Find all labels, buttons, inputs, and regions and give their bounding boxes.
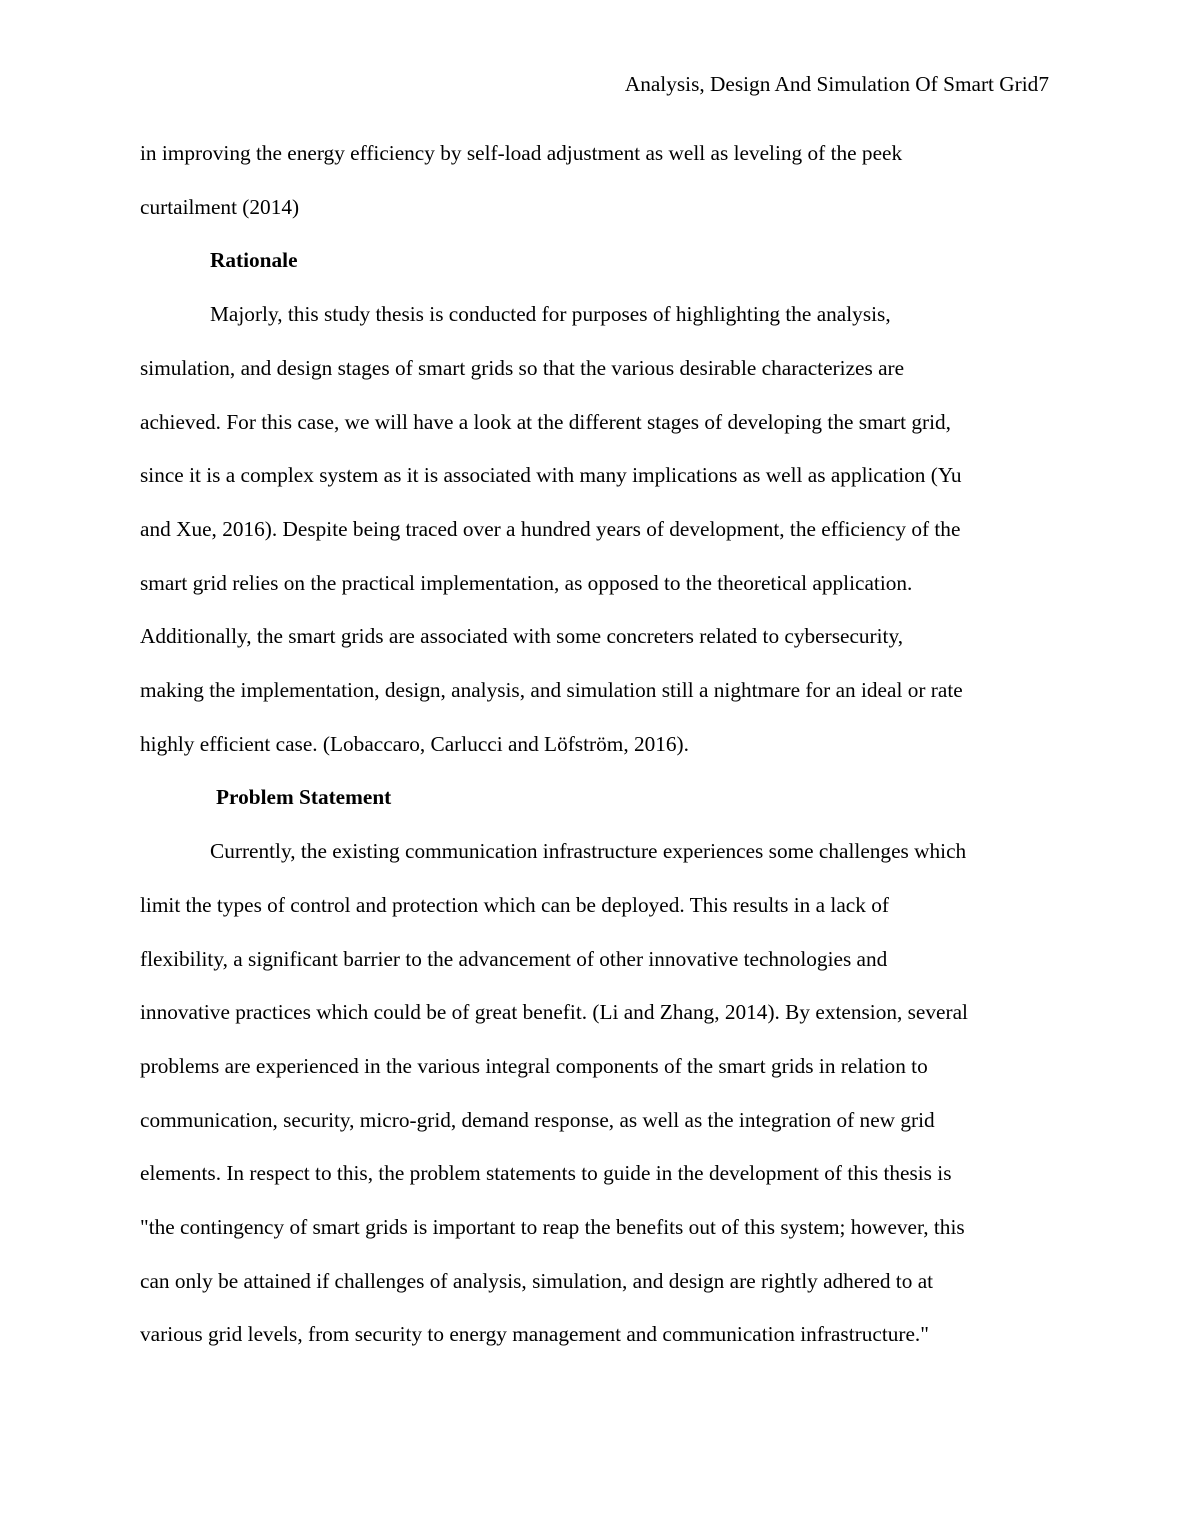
text-line: since it is a complex system as it is associated with many implications as well as application (Yu (140, 463, 962, 488)
rationale-heading: Rationale (210, 248, 298, 273)
text-line: various grid levels, from security to energy management and communication infrastructure." (140, 1322, 929, 1347)
text-line: "the contingency of smart grids is important to reap the benefits out of this system; however, this (140, 1215, 965, 1240)
rationale-paragraph (140, 288, 1055, 771)
text-line: Majorly, this study thesis is conducted for purposes of highlighting the analysis, (210, 302, 891, 327)
running-head (625, 70, 1049, 98)
problem-statement-heading: Problem Statement (216, 785, 392, 810)
body-text (140, 127, 1055, 1362)
problem-statement-paragraph (140, 825, 1055, 1362)
running-title: Analysis, Design And Simulation Of Smart Grid (624, 72, 1039, 96)
text-line: Additionally, the smart grids are associated with some concreters related to cybersecurity, (140, 624, 904, 649)
text-line: problems are experienced in the various integral components of the smart grids in relation to (140, 1053, 928, 1078)
text-line: simulation, and design stages of smart grids so that the various desirable characterizes are (140, 355, 905, 380)
text-line: smart grid relies on the practical implementation, as opposed to the theoretical application. (140, 570, 913, 595)
text-line: in improving the energy efficiency by self-load adjustment as well as leveling of the peek (140, 141, 903, 165)
text-line: innovative practices which could be of great benefit. (Li and Zhang, 2014). By extension, several (140, 1000, 968, 1025)
text-line: communication, security, micro-grid, demand response, as well as the integration of new grid (140, 1107, 935, 1132)
text-line: making the implementation, design, analysis, and simulation still a nightmare for an ideal or rate (140, 678, 963, 703)
text-line: achieved. For this case, we will have a look at the different stages of developing the smart grid, (140, 409, 952, 434)
text-line: and Xue, 2016). Despite being traced over a hundred years of development, the efficiency of the (140, 516, 961, 541)
page-number: 7 (1038, 72, 1049, 96)
text-line: limit the types of control and protection which can be deployed. This results in a lack of (140, 892, 889, 917)
text-line: elements. In respect to this, the problem statements to guide in the development of this thesis is (140, 1161, 952, 1186)
intro-continuation-paragraph (140, 127, 1055, 234)
text-line: can only be attained if challenges of analysis, simulation, and design are rightly adhered to at (140, 1268, 934, 1293)
text-line: flexibility, a significant barrier to the advancement of other innovative technologies and (140, 946, 888, 971)
text-line: highly efficient case. (Lobaccaro, Carlucci and Löfström, 2016). (140, 731, 689, 756)
text-line: Currently, the existing communication infrastructure experiences some challenges which (210, 839, 967, 864)
text-line: curtailment (2014) (140, 194, 300, 219)
